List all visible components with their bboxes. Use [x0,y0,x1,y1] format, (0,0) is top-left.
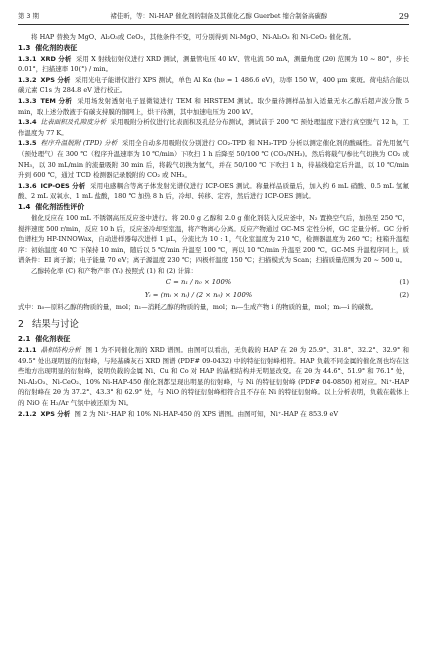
equation-1-number: (1) [399,278,409,287]
equation-1-body: C = n₁ / n₀ × 100% [165,278,232,287]
running-header [18,12,409,25]
article-body [18,32,409,419]
paragraph-equations-intro: 乙醇转化率 (C) 和产物产率 (Yᵢ) 按照式 (1) 和 (2) 计算： [31,266,198,275]
equation-2-body: Yᵢ = (mᵢ × nᵢ) / (2 × n₀) × 100% [144,291,253,300]
equation-1 [18,276,409,289]
paragraph-icp: 1.3.6 ICP-OES 分析 采用电感耦合等离子体发射光谱仪进行 ICP-OES 测试。称量样品质量后，加入约 6 mL 硝酸、0.5 mL 氢氟酸、2 mL 双氧水、1 mL 盐酸，180 ℃ 加热 8 h 后，冷却、转移、定容，然后进行 ICP-OES 测试。 [18,181,409,201]
paragraph-activity-test: 催化反应在 100 mL 不锈钢高压反应釜中进行。将 20.0 g 乙醇和 2.0 g 催化剂装入反应釜中，N₂ 置换空气后，加热至 250 ℃，搅拌速度 500 r/min，反应 10 h 后，反应釜冷却至室温，将产物离心分离。反应产物通过 GC-MS 定性分析，GC 定量分析。GC 分析色谱柱为 HP-INNOWax，自动进样器每次进样 1 μL，分流比为 10 : 1，气化室温度为 210 ℃，检测器温度为 260 ℃；柱箱升温程序：初始温度 40 ℃ 下保持 10 min，随后以 5 ℃/min 升温至 100 ℃，再以 10 ℃/min 升温至 200 ℃。GC-MS 升温程序同上，质谱条件：EI 离子源；电子能量 70 eV；离子源温度 230 ℃；四极杆温度 150 ℃；扫描模式为 Scan；扫描质量范围为 20 ~ 500 u。 [18,213,409,265]
paragraph-xps-results: 2.1.2 XPS 分析 图 2 为 Ni⁺-HAP 和 10% Ni-HAP-450 的 XPS 谱图。由图可知，Ni⁺-HAP 在 853.9 eV [18,409,339,418]
paragraph-tpd: 1.3.5 程序升温脱附 (TPD) 分析 采用全自动多用吸附仪分别进行 CO₂-TPD 和 NH₃-TPD 分析以测定催化剂的酸碱性。首先用氦气（预处理气）在 300 ℃（程序升温速率为 10 ℃/min）下吹扫 1 h 后降至 50/100 ℃ (CO₂/NH₃)。然后将载气/参比气切换为 CO₂ 或 NH₃，以 30 mL/min 的流量吸附 30 min 后，将载气切换为氦气，并在 50/100 ℃ 下吹扫 1 h，待基线稳定后升温，以 10 ℃/min 升到 600 ℃，通过 TCD 检测器记录脱附的 CO₂ 或 NH₃。 [18,139,410,180]
section-heading-1-4: 1.4 催化剂活性评价 [18,202,85,211]
paragraph-xrd: 1.3.1 XRD 分析 采用 X 射线衍射仪进行 XRD 测试，测量管电压 40 kV、管电流 50 mA，测量角度 (2θ) 范围为 10 ~ 80°，步长 0.01°，扫描速率 10(°) / min。 [18,54,409,74]
paragraph-crystal-phase: 2.1.1 晶相结构分析 图 1 为不同催化剂的 XRD 谱图。由图可以看出，无负载的 HAP 在 2θ 为 25.9°、31.8°、32.2°、32.9° 和 49.5° 处出现明显的衍射峰，与羟基磷灰石 XRD 图谱 (PDF# 09-0432) 中的特征衍射峰相符。HAP 负载不同金属的催化剂也均在这些地方出现明显的衍射峰，说明负载的金属 Ni、Cu 和 Co 对 HAP 的晶相结构并无明显改变。在 2θ 为 44.6°、51.9° 和 76.1° 处，Ni-Al₂O₃、Ni-CeO₂、10% Ni-HAP-450 催化剂都呈现出明显的衍射峰，与 Ni 的特征衍射峰 (PDF# 04-0850) 相对应。Ni⁺-HAP 的衍射峰在 2θ 为 37.2°、43.3° 和 62.9° 处，与 NiO 的特征衍射峰相符合且不存在 Ni 的特征衍射峰。以上分析表明，负载在载体上的 NiO 在 H₂/Ar 气氛中被还原为 Ni。 [18,346,409,408]
section-heading-1-3: 1.3 催化剂的表征 [18,43,78,52]
equation-2-number: (2) [399,291,409,300]
paragraph-tem: 1.3.3 TEM 分析 采用场发射透射电子显微镜进行 TEM 和 HRSTEM 测试。取少量待测样品加入适量无水乙醇后超声波分散 5 min，取上述分散液于有碳支持膜的铜网上，烘干待测，其中加速电压为 200 kV。 [18,96,409,116]
running-title: 褚佳昕，等：Ni-HAP 催化剂的制备及其催化乙醇 Guerbet 缩合制备高碳醇 [110,12,328,20]
paragraph-xps-method: 1.3.2 XPS 分析 采用光电子能谱仪进行 XPS 测试，单色 Al Kα (hν = 1 486.6 eV)，功率 150 W，400 μm 束斑。荷电结合能以碳元素 C1s 为 284.8 eV 进行校正。 [18,75,409,95]
paragraph-bet: 1.3.4 比表面积及孔隙度分析 采用吸附分析仪进行比表面积及孔径分布测试，测试前于 200 ℃ 预处理温度下进行真空脱气 12 h，工作温度为 77 K。 [18,118,409,137]
paragraph-catalyst-variants: 将 HAP 替换为 MgO、Al₂O₃或 CeO₂，其他条件不变，可分别得到 Ni-MgO、Ni-Al₂O₃ 和 Ni-CeO₂ 催化剂。 [31,33,356,41]
issue-label: 第 3 期 [18,12,39,20]
page-number: 29 [398,12,409,21]
section-heading-2: 2 结果与讨论 [18,319,79,331]
paragraph-equation-notes: 式中：n₀—原料乙醇的物质的量，mol；n₁—消耗乙醇的物质的量，mol；nᵢ—生成产物 i 的物质的量，mol；mᵢ—i 的碳数。 [18,303,378,312]
equation-2 [18,289,409,302]
section-heading-2-1: 2.1 催化剂表征 [18,335,71,344]
